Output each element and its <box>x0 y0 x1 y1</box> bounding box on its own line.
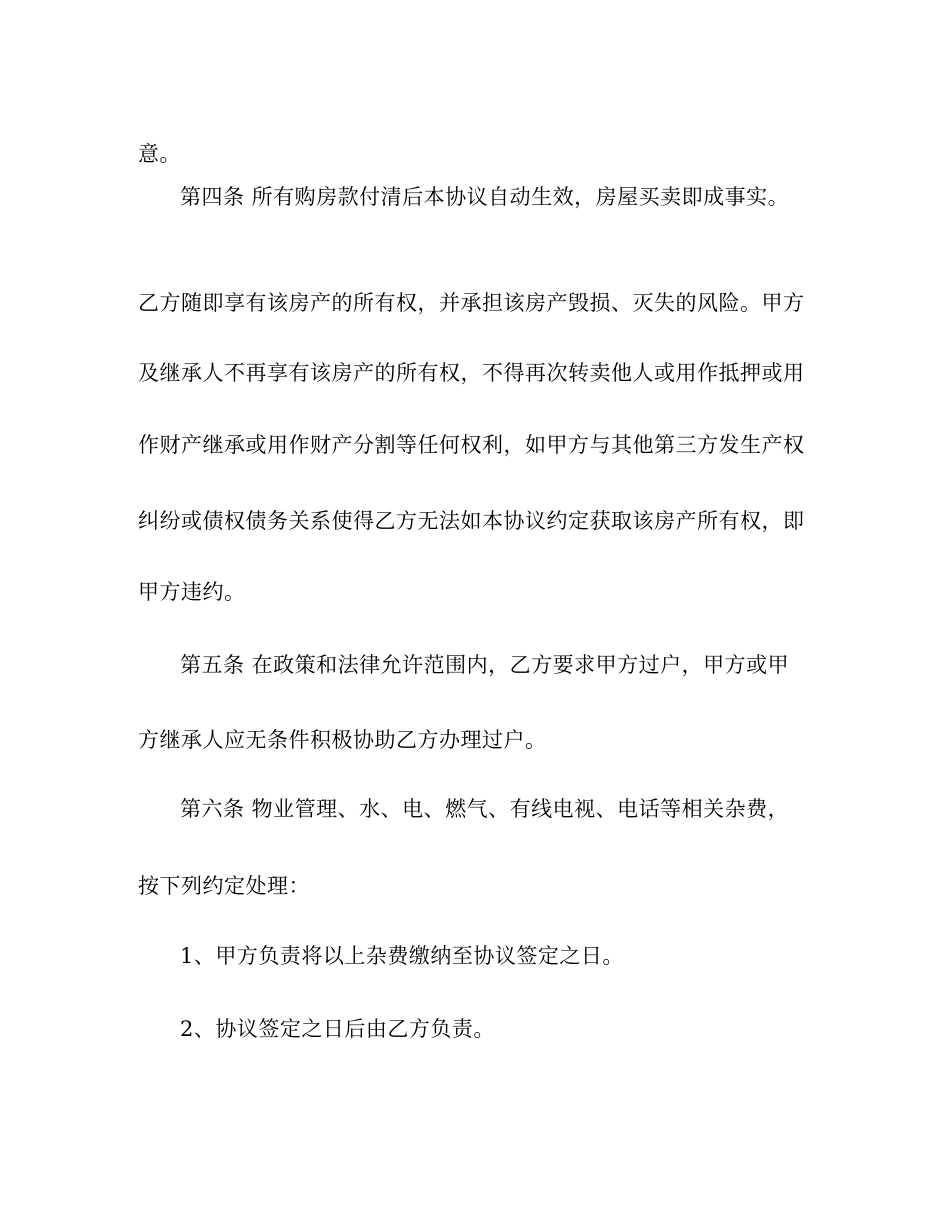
text-line: 意。 <box>138 142 181 166</box>
text-line: 纠纷或债权债务关系使得乙方无法如本协议约定获取该房产所有权，即 <box>138 509 805 533</box>
text-line: 乙方随即享有该房产的所有权，并承担该房产毁损、灭失的风险。甲方 <box>138 291 805 315</box>
article-6-heading-line: 第六条 物业管理、水、电、燃气、有线电视、电话等相关杂费， <box>180 797 790 821</box>
article-5-heading-line: 第五条 在政策和法律允许范围内，乙方要求甲方过户，甲方或甲 <box>180 653 790 677</box>
text-line: 按下列约定处理： <box>138 874 310 898</box>
list-item-2: 2、协议签定之日后由乙方负责。 <box>180 1017 495 1041</box>
text-line: 作财产继承或用作财产分割等任何权利，如甲方与其他第三方发生产权 <box>138 433 805 457</box>
text-line: 方继承人应无条件积极协助乙方办理过户。 <box>138 728 547 752</box>
text-line: 甲方违约。 <box>138 580 246 604</box>
list-item-1: 1、甲方负责将以上杂费缴纳至协议签定之日。 <box>180 944 624 968</box>
article-4-heading-line: 第四条 所有购房款付清后本协议自动生效，房屋买卖即成事实。 <box>180 185 790 209</box>
text-line: 及继承人不再享有该房产的所有权，不得再次转卖他人或用作抵押或用 <box>138 361 805 385</box>
